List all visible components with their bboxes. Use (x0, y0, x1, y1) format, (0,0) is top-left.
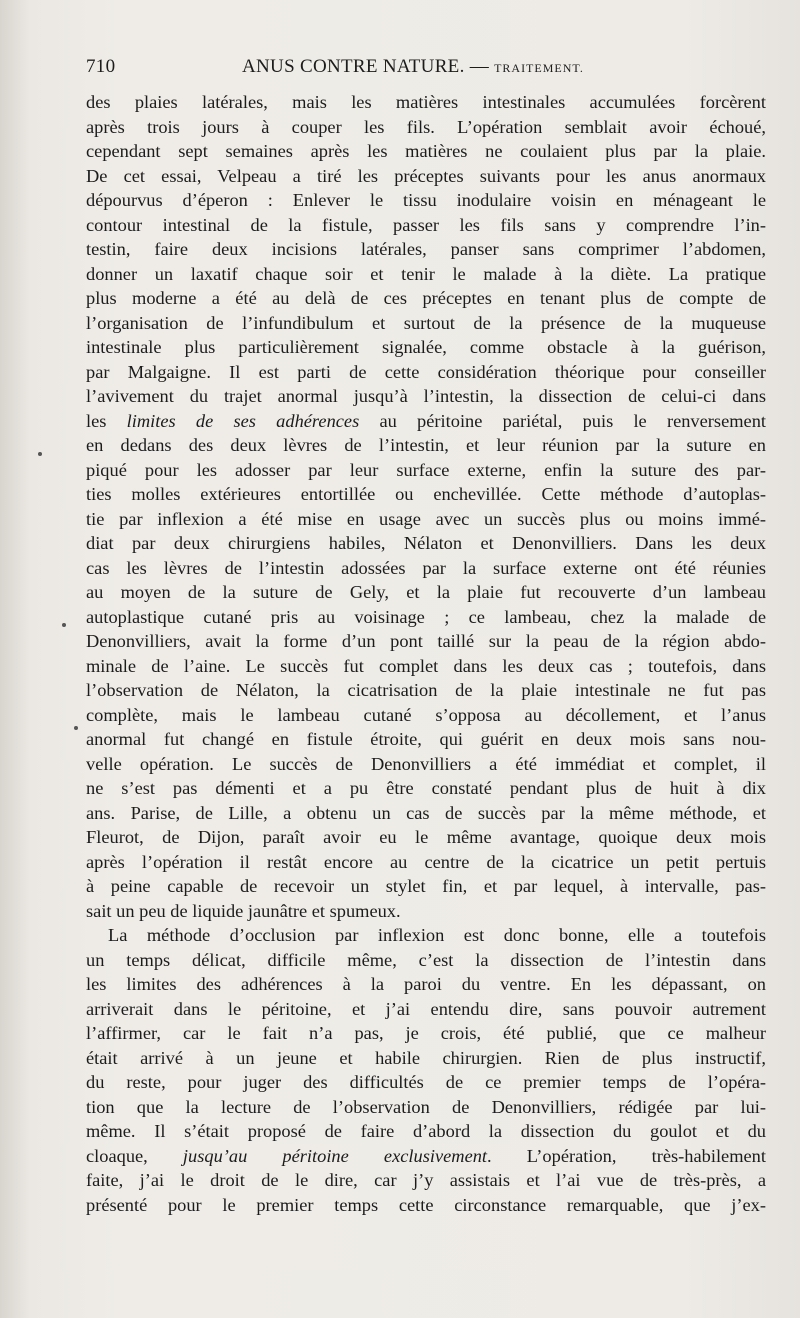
text-line: l’observation de Nélaton, la cicatrisation de la plaie intestinale ne fut pas (86, 680, 766, 700)
page-number: 710 (86, 56, 116, 77)
text-line: au moyen de la suture de Gely, et la plaie fut recouverte d’un lambeau (86, 582, 766, 602)
margin-dot-mark (62, 623, 66, 627)
margin-dot-mark (38, 452, 42, 456)
text-line: contour intestinal de la fistule, passer les fils sans y comprendre l’in- (86, 214, 766, 235)
text-line: était arrivé à un jeune et habile chirurgien. Rien de plus instructif, (86, 1047, 766, 1068)
running-title-text: ANUS CONTRE NATURE. (242, 56, 465, 77)
text-line: Fleurot, de Dijon, paraît avoir eu le même avantage, quoique deux mois (86, 827, 766, 847)
text-line: plus moderne a été au delà de ces préceptes en tenant plus de compte de (86, 288, 766, 308)
text-line: ans. Parise, de Lille, a obtenu un cas de succès par la même méthode, et (86, 802, 766, 823)
text-line: Denonvilliers, avait la forme d’un pont taillé sur la peau de la région abdo- (86, 631, 766, 651)
text-line: après trois jours à couper les fils. L’opération semblait avoir échoué, (86, 116, 766, 137)
italic-phrase: jusqu’au péritoine exclusivement (182, 1145, 488, 1166)
text-line: à peine capable de recevoir un stylet fin, et par lequel, à intervalle, pas- (86, 876, 766, 896)
text-line: du reste, pour juger des difficultés de ce premier temps de l’opéra- (86, 1072, 766, 1092)
text-line: après l’opération il restât encore au centre de la cicatrice un petit pertuis (86, 851, 766, 872)
text-line: tie par inflexion a été mise en usage avec un succès plus ou moins immé- (86, 508, 766, 529)
text-line: dépourvus d’éperon : Enlever le tissu inodulaire voisin en ménageant le (86, 190, 766, 210)
text-line: l’affirmer, car le fait n’a pas, je crois, été publié, que ce malheur (86, 1023, 766, 1043)
text-line: les limites des adhérences à la paroi du ventre. En les dépassant, on (86, 974, 766, 994)
text-line: présenté pour le premier temps cette circonstance remarquable, que j’ex- (86, 1194, 766, 1215)
text-line: diat par deux chirurgiens habiles, Nélaton et Denonvilliers. Dans les deux (86, 533, 766, 553)
text-line: ne s’est pas démenti et a pu être constaté pendant plus de huit à dix (86, 778, 766, 798)
running-title (242, 56, 584, 78)
text-line: en dedans des deux lèvres de l’intestin, et leur réunion par la suture en (86, 435, 766, 455)
text-line: ties molles extérieures entortillée ou enchevillée. Cette méthode d’autoplas- (86, 484, 766, 504)
text-line (86, 409, 766, 434)
text-line: l’organisation de l’infundibulum et surtout de la présence de la muqueuse (86, 312, 766, 333)
text-line: sait un peu de liquide jaunâtre et spumeux. (86, 900, 401, 921)
text-line: faite, j’ai le droit de le dire, car j’y assistais et l’ai vue de très-près, a (86, 1170, 766, 1190)
text-segment: les (86, 410, 127, 431)
margin-dot-mark (74, 726, 78, 730)
text-line: intestinale plus particulièrement signalée, comme obstacle à la guérison, (86, 337, 766, 357)
running-header (86, 56, 726, 84)
text-line: tion que la lecture de l’observation de Denonvilliers, rédigée par lui- (86, 1096, 766, 1117)
text-line: cas les lèvres de l’intestin adossées par la surface externe ont été réunies (86, 557, 766, 578)
text-line: De cet essai, Velpeau a tiré les préceptes suivants pour les anus anormaux (86, 165, 766, 186)
text-line: complète, mais le lambeau cutané s’opposa au décollement, et l’anus (86, 704, 766, 725)
text-line: piqué pour les adosser par leur surface externe, enfin la suture des par- (86, 459, 766, 480)
text-line: testin, faire deux incisions latérales, panser sans comprimer l’abdomen, (86, 239, 766, 259)
text-line: minale de l’aine. Le succès fut complet dans les deux cas ; toutefois, dans (86, 655, 766, 676)
running-subtitle: TRAITEMENT. (494, 61, 584, 75)
text-line (86, 1144, 766, 1169)
italic-phrase: limites de ses adhérences (126, 410, 360, 431)
text-segment: . L’opération, très-habilement (487, 1145, 766, 1166)
text-line: autoplastique cutané pris au voisinage ; ce lambeau, chez la malade de (86, 606, 766, 627)
text-line: velle opération. Le succès de Denonvilliers a été immédiat et complet, il (86, 753, 766, 774)
title-separator: — (469, 56, 489, 77)
text-line: un temps délicat, difficile même, c’est la dissection de l’intestin dans (86, 949, 766, 970)
text-segment: au péritoine pariétal, puis le renversement (359, 410, 766, 431)
body-text (86, 90, 766, 1217)
text-line: donner un laxatif chaque soir et tenir le malade à la diète. La pratique (86, 263, 766, 284)
text-line: l’avivement du trajet anormal jusqu’à l’intestin, la dissection de celui-ci dans (86, 386, 766, 406)
text-line: des plaies latérales, mais les matières intestinales accumulées forcèrent (86, 92, 766, 112)
text-line: arriverait dans le péritoine, et j’ai entendu dire, sans pouvoir autrement (86, 998, 766, 1019)
text-segment: cloaque, (86, 1145, 183, 1166)
text-line: anormal fut changé en fistule étroite, qui guérit en deux mois sans nou- (86, 729, 766, 749)
text-line: cependant sept semaines après les matières ne coulaient plus par la plaie. (86, 141, 766, 161)
text-line: même. Il s’était proposé de faire d’abord la dissection du goulot et du (86, 1121, 766, 1141)
text-line: La méthode d’occlusion par inflexion est donc bonne, elle a toutefois (108, 925, 766, 945)
text-line: par Malgaigne. Il est parti de cette considération théorique pour conseiller (86, 361, 766, 382)
